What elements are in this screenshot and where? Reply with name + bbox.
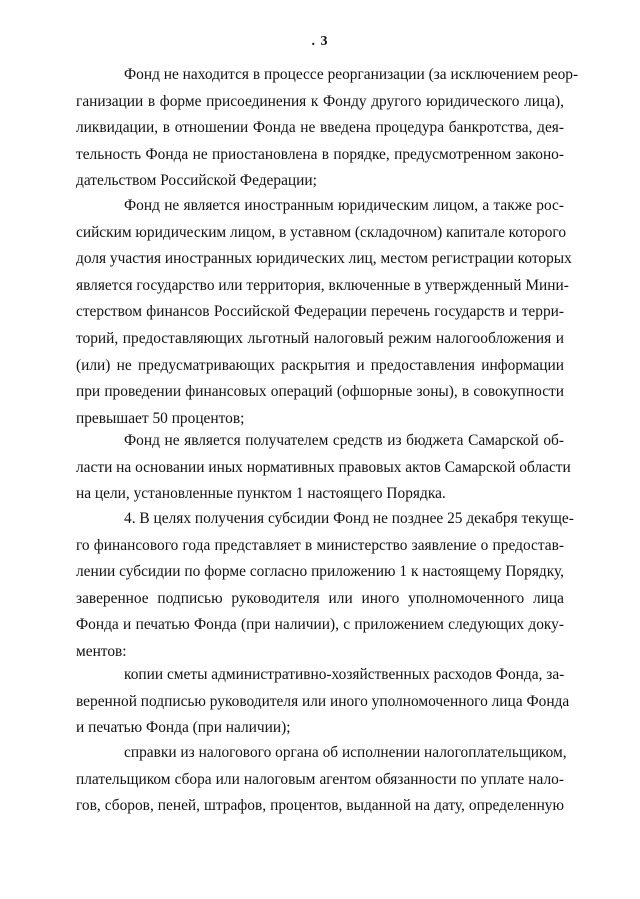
text-line: 4. В целях получения субсидии Фонд не позднее 25 декабря текуще- (124, 510, 574, 527)
text-line: стерством финансов Российской Федерации перечень государств и терри- (76, 303, 564, 321)
text-line: Фонда и печатью Фонда (при наличии), с приложением следующих доку- (76, 616, 564, 634)
text-line: ласти на основании иных нормативных правовых актов Самарской области (76, 458, 571, 476)
text-line: копии сметы административно-хозяйственных расходов Фонда, за- (124, 666, 565, 683)
text-line: дательством Российской Федерации; (76, 172, 317, 190)
text-line: справки из налогового органа об исполнении налогоплательщиком, (124, 744, 567, 761)
text-line: Фонд не является получателем средств из бюджета Самарской об- (124, 432, 564, 449)
text-line: является государство или территория, включенные в утвержденный Мини- (76, 276, 569, 294)
text-line: доля участия иностранных юридических лиц, местом регистрации которых (76, 250, 572, 268)
text-line: торий, предоставляющих льготный налоговый режим налогообложения и (76, 329, 564, 347)
text-line: Фонд не находится в процессе реорганизации (за исключением реор- (124, 66, 579, 83)
paragraph-budget-recipient (76, 428, 571, 508)
text-line: заверенное подписью руководителя или иного уполномоченного лица (76, 589, 564, 607)
text-line: при проведении финансовых операций (офшорные зоны), в совокупности (76, 383, 564, 401)
text-line: тельность Фонда не приостановлена в порядке, предусмотренном законо- (76, 145, 564, 163)
text-line: ментов: (76, 642, 127, 660)
text-line: го финансового года представляет в министерство заявление о предостав- (76, 536, 564, 554)
text-line: плательщиком сбора или налоговым агентом обязанности по уплате нало- (76, 770, 564, 788)
text-line: превышает 50 процентов; (76, 409, 245, 427)
text-line: на цели, установленные пунктом 1 настоящего Порядка. (76, 485, 446, 503)
text-line: Фонд не является иностранным юридическим лицом, а также рос- (124, 197, 564, 214)
paragraph-foreign-entity (76, 193, 572, 432)
text-line: сийским юридическим лицом, в уставном (складочном) капитале которого (76, 223, 567, 241)
paragraph-estimate-copy (76, 662, 570, 742)
text-line: лении субсидии по форме согласно приложению 1 к настоящему Порядку, (76, 563, 564, 581)
paragraph-reorganization (76, 62, 579, 195)
text-line: и печатью Фонда (при наличии); (76, 719, 291, 737)
text-line: (или) не предусматривающих раскрытия и предоставления информации (76, 356, 564, 374)
text-line: ликвидации, в отношении Фонда не введена процедура банкротства, дея- (76, 119, 564, 137)
paragraph-tax-certificate (76, 740, 567, 820)
text-line: ганизации в форме присоединения к Фонду другого юридического лица), (76, 92, 564, 110)
text-line: веренной подписью руководителя или иного уполномоченного лица Фонда (76, 692, 570, 710)
page-number: . 3 (311, 34, 329, 49)
paragraph-application (76, 506, 574, 666)
text-line: гов, сборов, пеней, штрафов, процентов, выданной на дату, определенную (76, 797, 564, 815)
